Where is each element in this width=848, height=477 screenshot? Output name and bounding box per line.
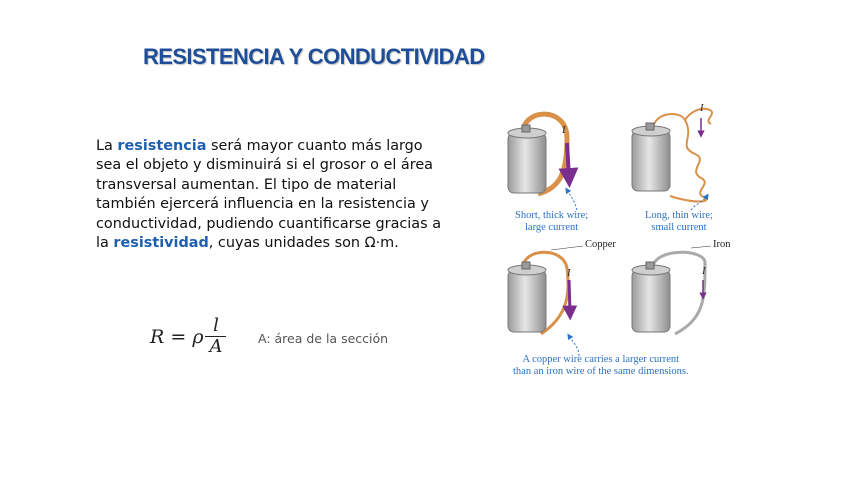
battery-copper-wire (508, 246, 583, 334)
battery-short-thick-wire (508, 114, 569, 194)
caption-short-thick (515, 210, 588, 234)
label-iron: Iron (713, 239, 731, 250)
current-label-1: I (562, 125, 566, 136)
slide-title: RESISTENCIA Y CONDUCTIVIDAD (143, 44, 485, 69)
caption-short-thick-line1: Short, thick wire; (515, 210, 589, 221)
battery-iron-wire (632, 246, 711, 334)
caption-bottom-line2: than an iron wire of the same dimensions. (513, 366, 689, 377)
battery-long-thin-wire (632, 109, 712, 202)
paragraph-part-3: , cuyas unidades son Ω·m. (208, 235, 399, 252)
resistance-formula (150, 316, 226, 357)
caption-long-thin (645, 210, 713, 234)
body-paragraph (96, 137, 441, 253)
current-label-3: I (567, 268, 571, 279)
caption-long-thin-line1: Long, thin wire; (645, 210, 713, 221)
formula-lhs: R (150, 325, 165, 348)
paragraph-part-1: La (96, 138, 118, 154)
area-note: A: área de la sección (258, 331, 389, 346)
current-label-2: I (700, 103, 704, 114)
formula-equals: = (164, 325, 193, 348)
formula-denominator: A (205, 336, 226, 357)
wire-resistance-illustration (505, 98, 745, 383)
term-resistencia: resistencia (117, 138, 207, 154)
label-copper: Copper (585, 239, 616, 250)
paragraph-part-2: será mayor cuanto más largo sea el objeto y disminuirá si el grosor o el área transversal aumentan. El tipo de material también ejercerá influencia en la resistencia y conductividad, pudiendo cuantificarse gracias a la (96, 138, 442, 252)
caption-short-thick-line2: large current (525, 222, 579, 233)
formula-fraction (205, 316, 226, 357)
current-label-4: I (702, 266, 706, 277)
formula-numerator: l (213, 315, 219, 336)
caption-bottom (513, 354, 689, 378)
caption-long-thin-line2: small current (651, 222, 707, 233)
term-resistividad: resistividad (113, 235, 209, 252)
caption-bottom-line1: A copper wire carries a larger current (522, 354, 680, 365)
formula-rho: ρ (192, 325, 204, 348)
wire-diagram (505, 98, 745, 383)
